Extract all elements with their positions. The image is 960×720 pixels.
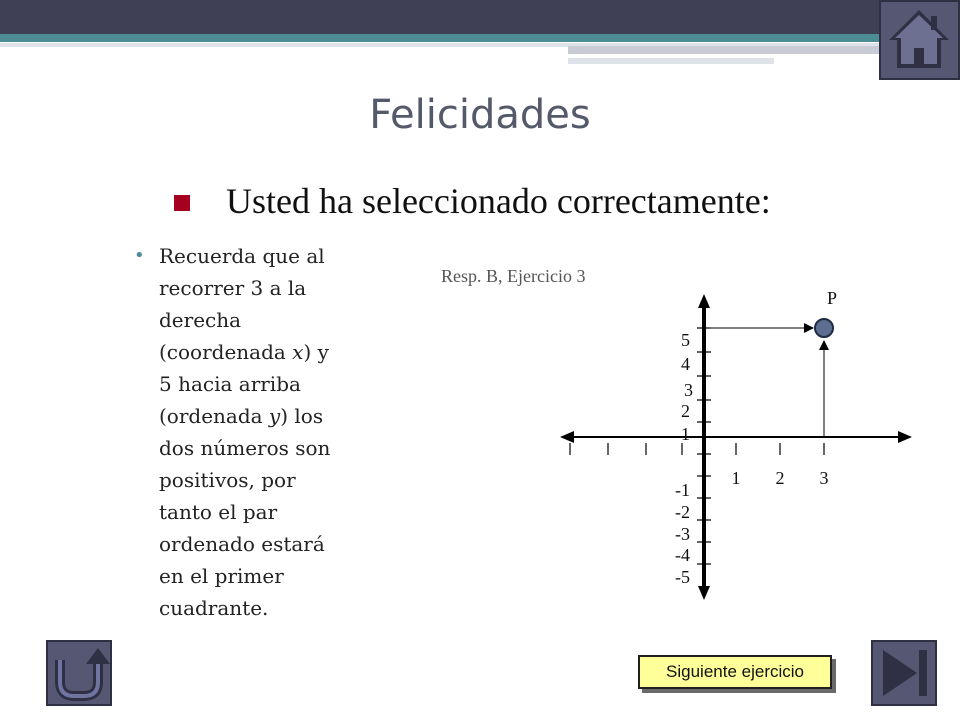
play-end-icon bbox=[873, 642, 935, 704]
y-tick-label: 4 bbox=[681, 354, 690, 374]
point-p bbox=[815, 319, 833, 337]
back-button[interactable] bbox=[46, 640, 112, 706]
x-axis-right-arrow bbox=[898, 431, 912, 443]
y-tick-label: 2 bbox=[681, 401, 690, 421]
y-tick-label: 5 bbox=[681, 330, 690, 350]
y-tick-label: 3 bbox=[684, 380, 693, 400]
y-tick-label: 1 bbox=[681, 424, 690, 444]
axis-labels bbox=[675, 330, 829, 587]
response-label: Resp. B, Ejercicio 3 bbox=[441, 266, 586, 286]
explanation-body: Recuerda que al recorrer 3 a la derecha (coordenada 𝑥) y 5 hacia arriba (ordenada 𝑦) los dos números son positivos, por tanto el par ordenado estará en el primer cuadrante. bbox=[159, 244, 331, 620]
y-tick-label: -3 bbox=[675, 524, 690, 544]
x-tick-marks bbox=[570, 443, 824, 455]
subtitle: Usted ha seleccionado correctamente: bbox=[226, 181, 771, 221]
y-tick-label: -2 bbox=[675, 502, 690, 522]
x-tick-label: 3 bbox=[819, 468, 829, 488]
y-tick-label: -4 bbox=[675, 545, 690, 565]
forward-button[interactable] bbox=[871, 640, 937, 706]
y-axis-up-arrow bbox=[698, 294, 710, 308]
return-u-arrow-icon bbox=[48, 642, 110, 704]
page-title: Felicidades bbox=[369, 92, 591, 138]
x-axis-left-arrow bbox=[560, 431, 574, 443]
next-exercise-button[interactable]: Siguiente ejercicio bbox=[638, 655, 832, 689]
y-axis-down-arrow bbox=[698, 586, 710, 600]
x-tick-label: 1 bbox=[731, 468, 741, 488]
y-tick-label: -5 bbox=[675, 567, 690, 587]
x-tick-label: 2 bbox=[775, 468, 785, 488]
y-tick-label: -1 bbox=[675, 480, 690, 500]
bullet-icon: • bbox=[134, 245, 145, 266]
point-label: P bbox=[826, 288, 838, 308]
